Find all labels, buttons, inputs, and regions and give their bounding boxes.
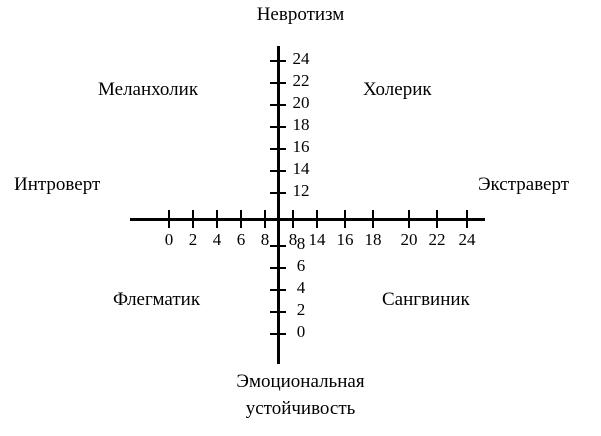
y-tick-label: 22 xyxy=(292,71,310,90)
y-tick-mark xyxy=(270,148,286,150)
x-tick-mark xyxy=(264,210,266,228)
y-tick-label: 6 xyxy=(296,256,306,275)
x-tick-label: 2 xyxy=(188,230,198,249)
x-tick-mark xyxy=(168,210,170,228)
y-tick-mark xyxy=(270,170,286,172)
x-tick-label: 18 xyxy=(364,230,382,249)
x-tick-mark xyxy=(408,210,410,228)
y-tick-mark xyxy=(270,333,286,335)
quadrant-label-choleric: Холерик xyxy=(363,79,432,100)
y-tick-mark xyxy=(270,289,286,291)
x-tick-mark xyxy=(344,210,346,228)
quadrant-label-sanguine: Сангвиник xyxy=(382,289,470,310)
axis-label-right: Экстраверт xyxy=(478,174,570,195)
y-tick-label: 16 xyxy=(292,137,310,156)
x-tick-mark xyxy=(292,210,294,228)
x-tick-label: 4 xyxy=(212,230,222,249)
x-tick-label: 24 xyxy=(458,230,476,249)
y-tick-label: 12 xyxy=(292,181,310,200)
quadrant-label-melancholic: Меланхолик xyxy=(98,79,199,100)
axis-label-top: Невротизм xyxy=(256,4,345,25)
x-tick-label: 20 xyxy=(400,230,418,249)
y-tick-label: 2 xyxy=(296,300,306,319)
x-tick-label: 6 xyxy=(236,230,246,249)
x-tick-mark xyxy=(216,210,218,228)
y-tick-label: 20 xyxy=(292,93,310,112)
y-tick-mark xyxy=(270,126,286,128)
x-tick-label: 14 xyxy=(308,230,326,249)
quadrant-label-phlegmatic: Флегматик xyxy=(113,289,201,310)
y-tick-mark xyxy=(270,192,286,194)
y-tick-label: 8 xyxy=(296,234,306,253)
x-tick-label: 8 xyxy=(288,230,298,249)
x-tick-label: 22 xyxy=(428,230,446,249)
y-tick-mark xyxy=(270,82,286,84)
y-tick-mark xyxy=(270,267,286,269)
x-tick-mark xyxy=(240,210,242,228)
y-tick-label: 14 xyxy=(292,159,310,178)
x-tick-label: 16 xyxy=(336,230,354,249)
x-tick-mark xyxy=(192,210,194,228)
y-tick-mark xyxy=(270,104,286,106)
axis-label-bottom-line2: устойчивость xyxy=(245,398,356,419)
y-tick-label: 18 xyxy=(292,115,310,134)
x-tick-mark xyxy=(436,210,438,228)
x-tick-mark xyxy=(316,210,318,228)
y-axis-line xyxy=(277,46,280,364)
axis-label-left: Интроверт xyxy=(14,174,101,195)
x-tick-label: 8 xyxy=(260,230,270,249)
x-axis-line xyxy=(130,218,485,221)
y-tick-label: 4 xyxy=(296,278,306,297)
x-tick-mark xyxy=(372,210,374,228)
y-tick-mark xyxy=(270,311,286,313)
y-tick-label: 0 xyxy=(296,322,306,341)
y-tick-mark xyxy=(270,60,286,62)
axis-label-bottom-line1: Эмоциональная xyxy=(236,371,365,392)
x-tick-mark xyxy=(466,210,468,228)
x-tick-label: 0 xyxy=(164,230,174,249)
y-tick-label: 24 xyxy=(292,49,310,68)
